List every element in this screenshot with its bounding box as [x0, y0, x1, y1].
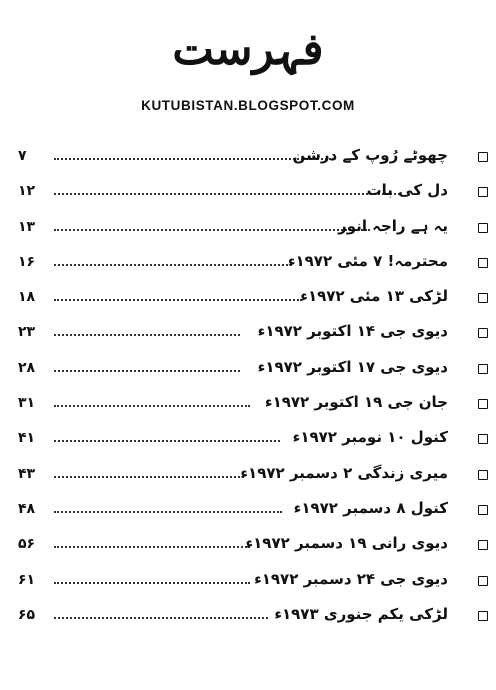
toc-dot-leader: [54, 299, 302, 301]
toc-row: [18, 141, 488, 176]
toc-page-number: ۶۱: [18, 571, 36, 588]
watermark-url: KUTUBISTAN.BLOGSPOT.COM: [141, 98, 355, 113]
toc-page-number: ۷: [18, 148, 27, 164]
toc-dot-leader: [54, 511, 282, 513]
toc-page-number: ۶۵: [18, 606, 36, 623]
toc-entry-title: دیوی جی ۲۴ دسمبر ۱۹۷۲ء: [254, 569, 448, 588]
toc-entry-title: میری زندگی ۲ دسمبر ۱۹۷۲ء: [240, 463, 448, 482]
toc-row: [18, 423, 488, 458]
toc-page-number: ۵۶: [18, 536, 36, 553]
toc-page-number: ۴۳: [18, 465, 36, 482]
toc-page-number: ۱۲: [18, 183, 36, 200]
toc-dot-leader: [54, 440, 280, 442]
bullet-square-icon: [478, 187, 488, 197]
toc-entry-title: کنول ۸ دسمبر ۱۹۷۲ء: [293, 498, 448, 517]
bullet-square-icon: [478, 223, 488, 233]
toc-row: [18, 282, 488, 317]
table-of-contents: [18, 141, 488, 635]
toc-page-number: ۴۸: [18, 500, 36, 517]
bullet-square-icon: [478, 328, 488, 338]
toc-dot-leader: [54, 405, 250, 407]
toc-row: [18, 600, 488, 635]
toc-page-number: ۲۸: [18, 359, 36, 376]
toc-page-number: ۳۱: [18, 395, 36, 412]
toc-page-number: ۱۳: [18, 218, 36, 235]
toc-row: [18, 353, 488, 388]
toc-entry-title: دیوی جی ۱۷ اکتوبر ۱۹۷۲ء: [257, 357, 448, 376]
toc-row: [18, 459, 488, 494]
toc-dot-leader: [54, 334, 240, 336]
page-title: فہرست: [172, 24, 324, 75]
toc-page-number: ۴۱: [18, 430, 36, 447]
toc-row: [18, 494, 488, 529]
bullet-square-icon: [478, 505, 488, 515]
bullet-square-icon: [478, 434, 488, 444]
toc-row: [18, 529, 488, 564]
toc-page-number: ۱۶: [18, 253, 36, 270]
bullet-square-icon: [478, 364, 488, 374]
toc-entry-title: دیوی رانی ۱۹ دسمبر ۱۹۷۲ء: [245, 534, 448, 553]
toc-entry-title: لڑکی ۱۳ مئی ۱۹۷۲ء: [300, 287, 448, 306]
toc-row: [18, 176, 488, 211]
bullet-square-icon: [478, 470, 488, 480]
toc-entry-title: دیوی جی ۱۴ اکتوبر ۱۹۷۲ء: [257, 322, 448, 341]
toc-dot-leader: [54, 264, 292, 266]
toc-entry-title: یہ ہے راجہ انور: [338, 216, 448, 235]
toc-entry-title: کنول ۱۰ نومبر ۱۹۷۲ء: [292, 428, 448, 447]
toc-page-number: ۱۸: [18, 289, 36, 306]
toc-entry-title: چھوٹے رُوپ کے درشن: [292, 146, 448, 164]
toc-dot-leader: [54, 476, 244, 478]
toc-row: [18, 212, 488, 247]
bullet-square-icon: [478, 152, 488, 162]
bullet-square-icon: [478, 540, 488, 550]
bullet-square-icon: [478, 399, 488, 409]
toc-entry-title: محترمہ! ۷ مئی ۱۹۷۲ء: [287, 251, 448, 270]
toc-dot-leader: [54, 617, 268, 619]
toc-row: [18, 247, 488, 282]
toc-entry-title: جان جی ۱۹ اکتوبر ۱۹۷۲ء: [264, 393, 448, 412]
toc-dot-leader: [54, 229, 370, 231]
bullet-square-icon: [478, 611, 488, 621]
toc-entry-title: دل کی بات: [366, 181, 448, 200]
toc-row: [18, 565, 488, 600]
toc-dot-leader: [54, 546, 250, 548]
toc-dot-leader: [54, 193, 400, 195]
bullet-square-icon: [478, 293, 488, 303]
toc-dot-leader: [54, 582, 250, 584]
toc-row: [18, 388, 488, 423]
bullet-square-icon: [478, 258, 488, 268]
bullet-square-icon: [478, 576, 488, 586]
toc-page-number: ۲۳: [18, 324, 36, 341]
toc-dot-leader: [54, 370, 240, 372]
toc-entry-title: لڑکی یکم جنوری ۱۹۷۳ء: [274, 604, 448, 623]
toc-row: [18, 317, 488, 352]
